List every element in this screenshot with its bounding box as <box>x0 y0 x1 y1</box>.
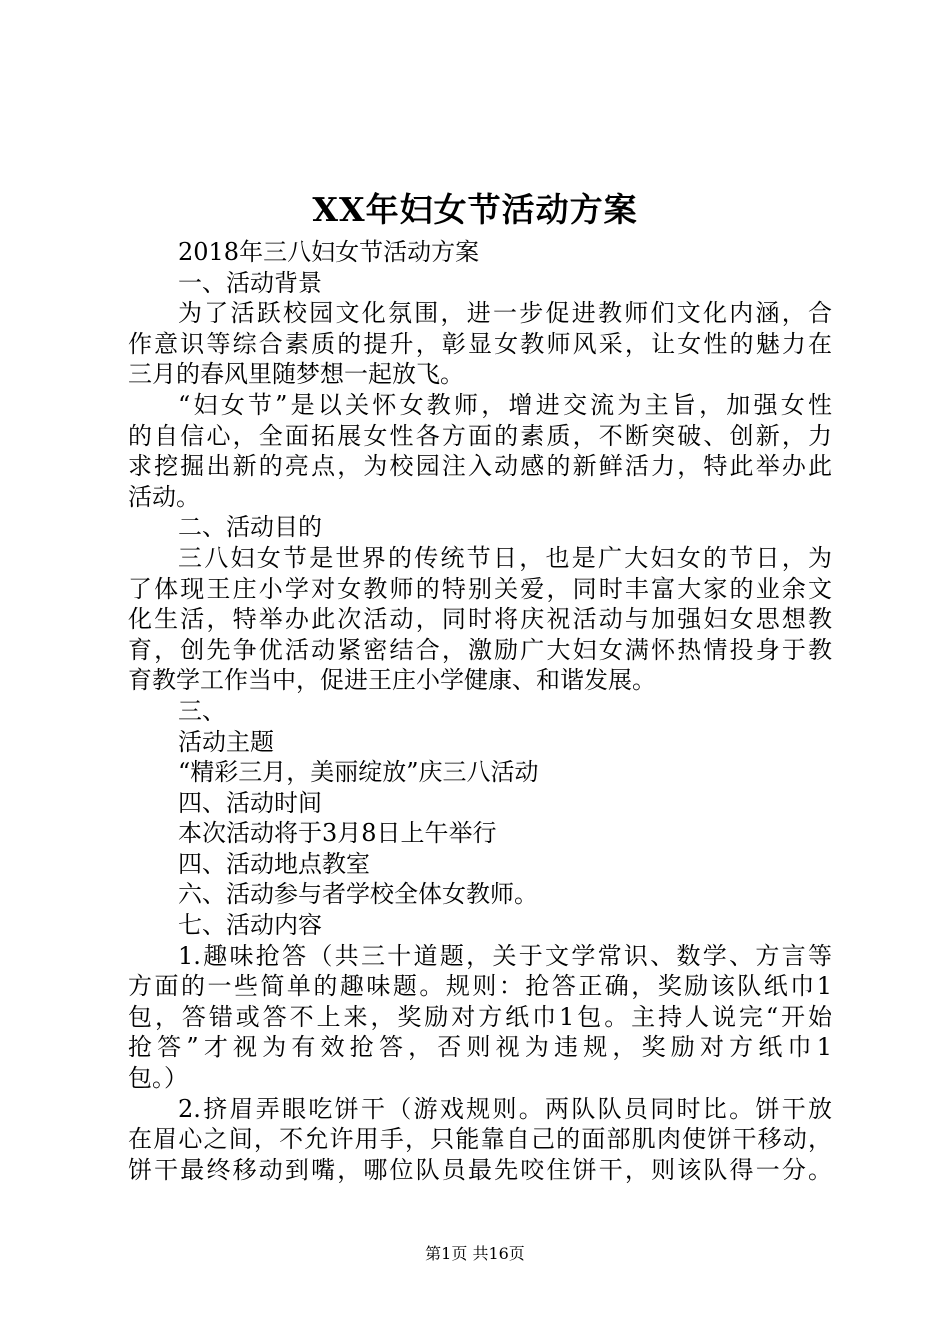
text-line: 包。） <box>128 1064 188 1093</box>
text-line: 活动。 <box>128 482 200 511</box>
text-line: 1.趣味抢答（共三十道题，关于文学常识、数学、方言等 <box>178 941 832 970</box>
text-line: “妇女节”是以关怀女教师，增进交流为主旨，加强女性 <box>178 390 832 419</box>
section-heading: 四、活动地点教室 <box>178 849 370 878</box>
document-body <box>128 237 832 1185</box>
document-title: XX年妇女节活动方案 <box>312 190 638 229</box>
text-line: 三八妇女节是世界的传统节日，也是广大妇女的节日，为 <box>178 543 832 572</box>
text-line: 为了活跃校园文化氛围，进一步促进教师们文化内涵，合 <box>178 299 832 328</box>
text-line: 方面的一些简单的趣味题。规则：抢答正确，奖励该队纸巾1 <box>128 972 832 1001</box>
section-heading: 六、活动参与者学校全体女教师。 <box>178 880 538 909</box>
section-heading: 一、活动背景 <box>178 268 322 297</box>
text-line: 本次活动将于3月8日上午举行 <box>178 819 497 848</box>
text-line: 求挖掘出新的亮点，为校园注入动感的新鲜活力，特此举办此 <box>128 452 832 481</box>
text-line: 育，创先争优活动紧密结合，激励广大妇女满怀热情投身于教 <box>128 635 832 664</box>
text-line: 抢答”才视为有效抢答，否则视为违规，奖励对方纸巾1 <box>128 1033 832 1062</box>
text-line: 包，答错或答不上来，奖励对方纸巾1包。主持人说完“开始 <box>128 1002 832 1031</box>
text-line: 三月的春风里随梦想一起放飞。 <box>128 360 464 389</box>
text-line: 作意识等综合素质的提升，彰显女教师风采，让女性的魅力在 <box>128 329 832 358</box>
text-line: 育教学工作当中，促进王庄小学健康、和谐发展。 <box>128 666 656 695</box>
text-line: 活动主题 <box>178 727 274 756</box>
text-line: 的自信心，全面拓展女性各方面的素质，不断突破、创新，力 <box>128 421 832 450</box>
text-line: 2.挤眉弄眼吃饼干（游戏规则。两队队员同时比。饼干放 <box>178 1094 832 1123</box>
section-heading: 二、活动目的 <box>178 513 322 542</box>
text-line: 在眉心之间，不允许用手，只能靠自己的面部肌肉使饼干移动， <box>128 1125 832 1154</box>
section-heading: 三、 <box>178 696 226 725</box>
text-line: 2018年三八妇女节活动方案 <box>178 238 480 266</box>
text-line: 饼干最终移动到嘴，哪位队员最先咬住饼干，则该队得一分。 <box>128 1155 832 1184</box>
text-line: “精彩三月，美丽绽放”庆三八活动 <box>178 758 539 787</box>
section-heading: 四、活动时间 <box>178 788 322 817</box>
page-footer: 第1页 共16页 <box>425 1244 525 1263</box>
section-heading: 七、活动内容 <box>178 911 322 940</box>
text-line: 了体现王庄小学对女教师的特别关爱，同时丰富大家的业余文 <box>128 574 832 603</box>
text-line: 化生活，特举办此次活动，同时将庆祝活动与加强妇女思想教 <box>128 605 832 634</box>
